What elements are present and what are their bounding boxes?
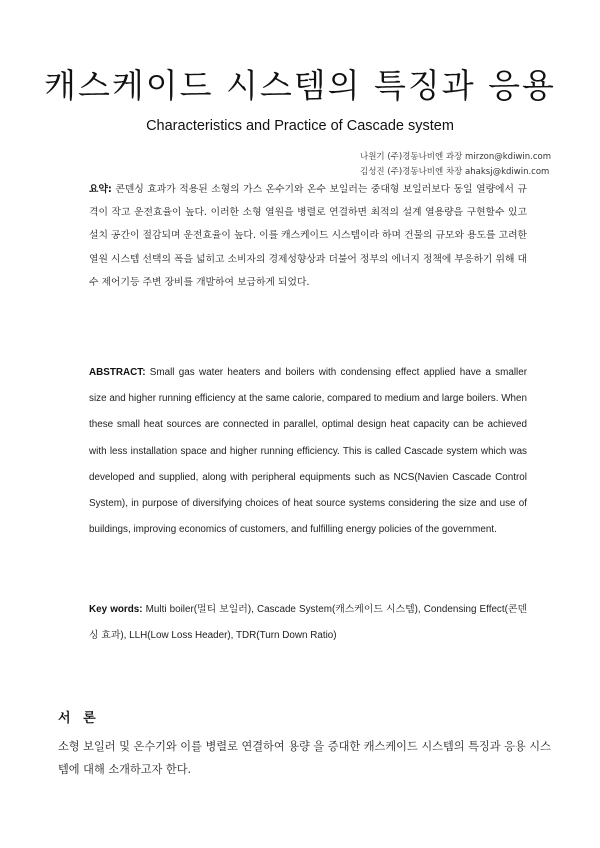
abstract-english-label: ABSTRACT: <box>89 367 146 378</box>
abstract-english <box>89 360 527 543</box>
page-subtitle: Characteristics and Practice of Cascade system <box>146 118 454 134</box>
section-heading: 서 론 <box>58 711 100 726</box>
abstract-korean-text: 콘덴싱 효과가 적용된 소형의 가스 온수기와 온수 보일러는 중대형 보일러보다 동일 열량에서 규격이 작고 운전효율이 높다. 이러한 소형 열원을 병렬로 연결하면 최적의 설계 열용량을 구현할수 있고 설치 공간이 절감되며 운전효율이 높다. 이를 캐스케이드 시스템이라 하며 건물의 규모와 용도를 고려한 열원 시스템 선택의 폭을 넓히고 소비자의 경제성향상과 더불어 정부의 에너지 정책에 부응하기 위해 대수 제어기등 주변 장비를 개발하여 보급하게 되었다. <box>89 184 527 288</box>
keywords <box>89 597 527 649</box>
keywords-label: Key words: <box>89 604 143 615</box>
page-title: 캐스케이드 시스템의 특징과 응용 <box>44 66 556 105</box>
section-body: 소형 보일러 및 온수기와 이를 병렬로 연결하여 용량 을 증대한 캐스케이드 시스템의 특징과 응용 시스 템에 대해 소개하고자 한다. <box>58 740 551 776</box>
abstract-korean <box>89 178 527 294</box>
abstract-english-text: Small gas water heaters and boilers with condensing effect applied have a smaller size and higher running efficiency at the same calorie, compared to medium and large boilers. When these small heat sources are connected in parallel, optimal design heat capacity can be achieved with less installation space and higher running efficiency. This is called Cascade system which was developed and supplied, along with peripheral equipments such as NCS(Navien Cascade Control System), in purpose of diversifying choices of heat source systems considering the size and use of buildings, improving economics of customers, and fulfilling energy policies of the government. <box>89 367 527 536</box>
author-list <box>360 150 580 180</box>
author-line: 김성진 (주)경동나비엔 차장 ahaksj@kdiwin.com <box>360 167 550 177</box>
keywords-text: Multi boiler(멀티 보일러), Cascade System(캐스케이드 시스템), Condensing Effect(콘덴싱 효과), LLH(Low Loss Header), TDR(Turn Down Ratio) <box>89 604 527 641</box>
author-line: 나원기 (주)경동나비엔 과장 mirzon@kdiwin.com <box>360 152 551 162</box>
abstract-korean-label: 요약: <box>89 184 112 195</box>
